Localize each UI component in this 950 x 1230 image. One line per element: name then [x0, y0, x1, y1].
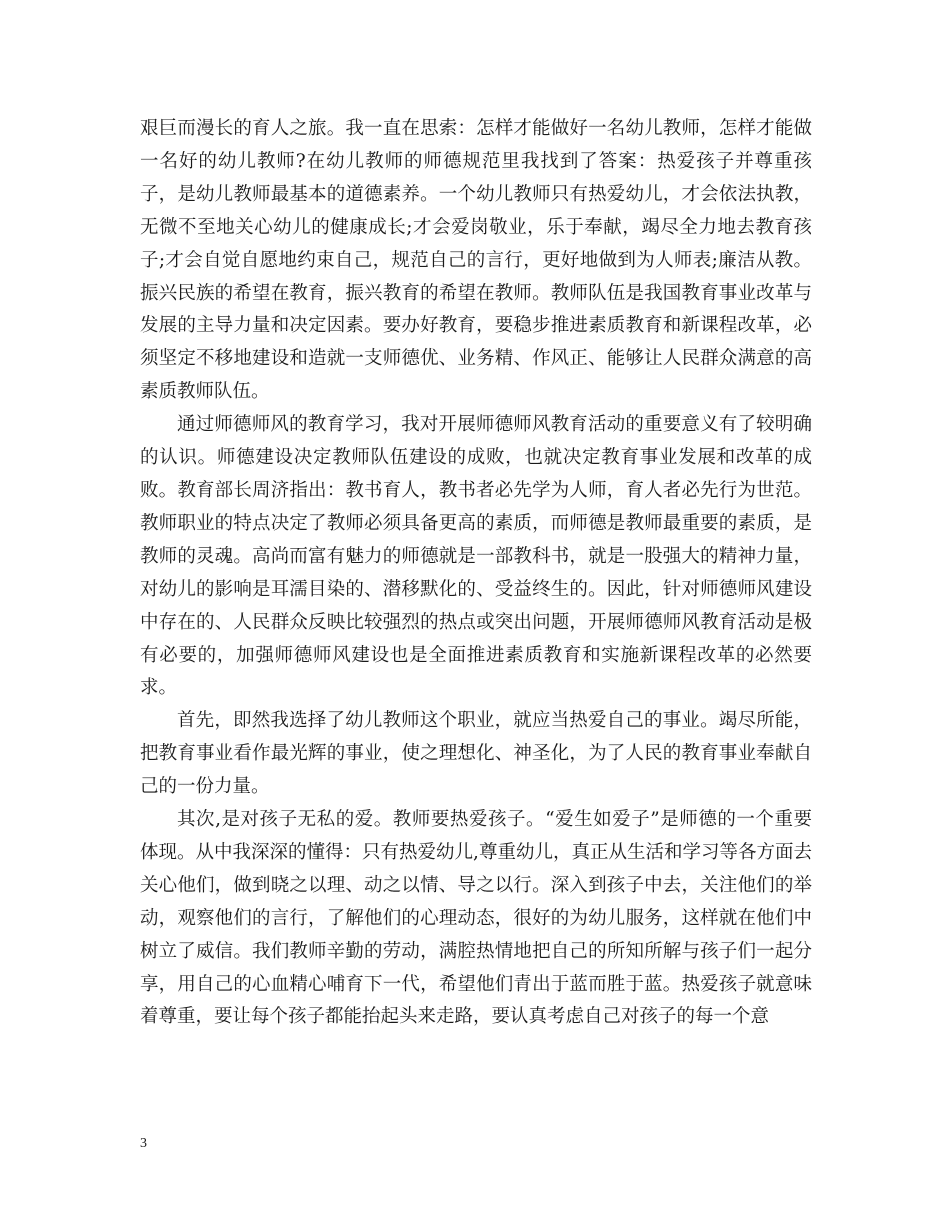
body-text: [140, 113, 812, 1034]
paragraph-first-love-career: 首先，即然我选择了幼儿教师这个职业，就应当热爱自己的事业。竭尽所能，把教育事业看作最光辉的事业，使之理想化、神圣化，为了人民的教育事业奉献自己的一份力量。: [140, 710, 812, 798]
paragraph-continued: 艰巨而漫长的育人之旅。我一直在思索：怎样才能做好一名幼儿教师，怎样才能做一名好的幼儿教师?在幼儿教师的师德规范里我找到了答案：热爱孩子并尊重孩子，是幼儿教师最基本的道德素养。一个幼儿教师只有热爱幼儿，才会依法执教，无微不至地关心幼儿的健康成长;才会爱岗敬业，乐于奉献，竭尽全力地去教育孩子;才会自觉自愿地约束自己，规范自己的言行，更好地做到为人师表;廉洁从教。振兴民族的希望在教育，振兴教育的希望在教师。教师队伍是我国教育事业改革与发展的主导力量和决定因素。要办好教育，要稳步推进素质教育和新课程改革，必须坚定不移地建设和造就一支师德优、业务精、作风正、能够让人民群众满意的高素质教师队伍。: [140, 118, 812, 403]
paragraph-second-love-children: 其次,是对孩子无私的爱。教师要热爱孩子。“爱生如爱子”是师德的一个重要体现。从中我深深的懂得：只有热爱幼儿,尊重幼儿，真正从生活和学习等各方面去关心他们，做到晓之以理、动之以情、导之以行。深入到孩子中去，关注他们的举动，观察他们的言行，了解他们的心理动态，很好的为幼儿服务，这样就在他们中树立了威信。我们教师辛勤的劳动，满腔热情地把自己的所知所解与孩子们一起分享，用自己的心血精心哺育下一代，希望他们青出于蓝而胜于蓝。热爱孩子就意味着尊重，要让每个孩子都能抬起头来走路，要认真考虑自己对孩子的每一个意: [140, 809, 812, 1028]
paragraph-teacher-ethics-study: 通过师德师风的教育学习，我对开展师德师风教育活动的重要意义有了较明确的认识。师德建设决定教师队伍建设的成败，也就决定教育事业发展和改革的成败。教育部长周济指出：教书育人，教书者必先学为人师，育人者必先行为世范。教师职业的特点决定了教师必须具备更高的素质，而师德是教师最重要的素质，是教师的灵魂。高尚而富有魅力的师德就是一部教科书，就是一股强大的精神力量，对幼儿的影响是耳濡目染的、潜移默化的、受益终生的。因此，针对师德师风建设中存在的、人民群众反映比较强烈的热点或突出问题，开展师德师风教育活动是极有必要的，加强师德师风建设也是全面推进素质教育和实施新课程改革的必然要求。: [140, 414, 812, 699]
page-number: 3: [140, 1136, 147, 1151]
